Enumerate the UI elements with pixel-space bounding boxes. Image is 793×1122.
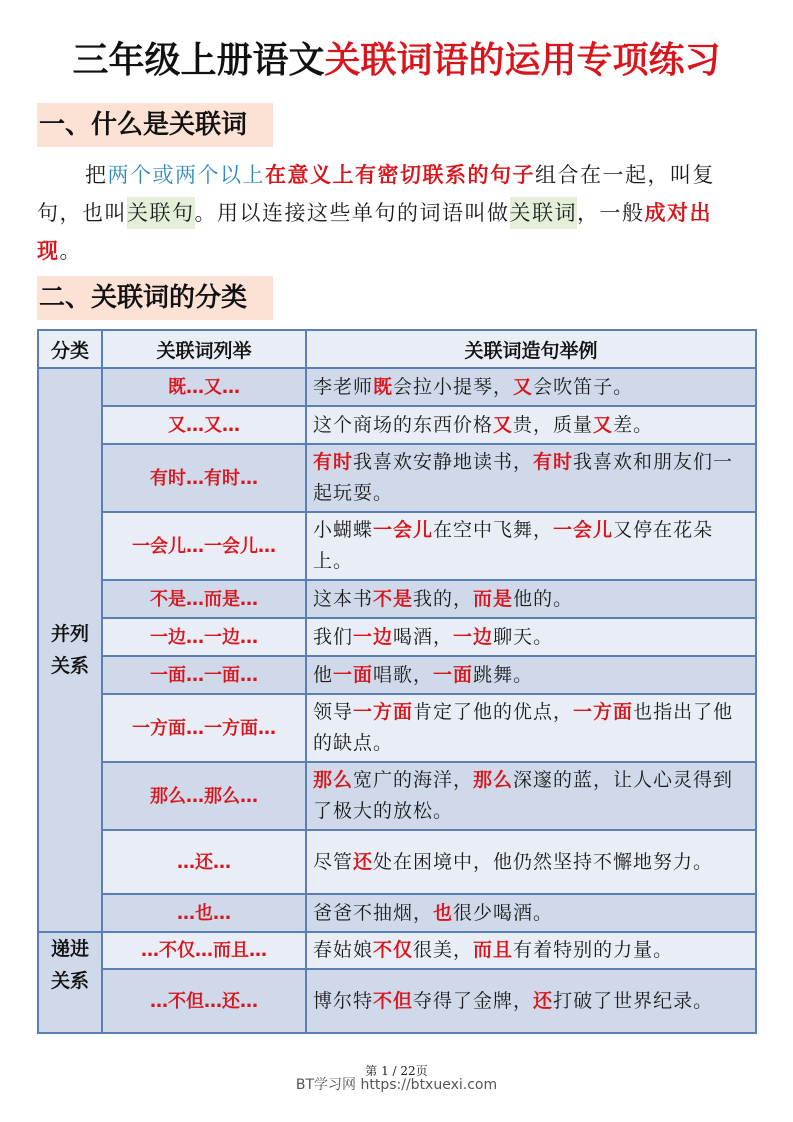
category-progressive xyxy=(38,932,102,1033)
table-row xyxy=(38,969,756,1033)
sentence-text: 贵，质量 xyxy=(513,413,594,436)
example-sentence xyxy=(306,444,756,512)
table-row xyxy=(38,406,756,444)
highlight-term: 关联词 xyxy=(510,197,578,229)
example-sentence xyxy=(306,656,756,694)
keyword-highlight: 而且 xyxy=(473,939,514,961)
example-sentence xyxy=(306,969,756,1033)
keyword-highlight: 不仅 xyxy=(373,939,414,961)
keyword-highlight: 有时 xyxy=(313,451,354,473)
example-sentence xyxy=(306,512,756,580)
category-line: 关系 xyxy=(50,655,89,677)
sentence-text: 宽广的海洋， xyxy=(353,769,474,791)
sentence-text: 会吹笛子。 xyxy=(533,375,634,398)
keyword-highlight: 也 xyxy=(433,901,454,924)
keyword-highlight: 而是 xyxy=(473,587,514,610)
blue-phrase: 两个或两个以上 xyxy=(107,163,265,187)
keyword-highlight: 一面 xyxy=(333,663,374,686)
sentence-text: 又停在花朵上。 xyxy=(313,519,714,572)
table-row xyxy=(38,512,756,580)
keyword-highlight: 又 xyxy=(593,413,614,436)
sentence-text: 肯定了他的优点， xyxy=(413,701,574,723)
table-header-row xyxy=(38,330,756,368)
table-row xyxy=(38,694,756,762)
section-heading-what-is: 一、什么是关联词 xyxy=(37,103,273,147)
table-row xyxy=(38,368,756,406)
keyword-highlight: 还 xyxy=(353,850,374,873)
text: ，一般 xyxy=(577,201,645,225)
keyword-highlight: 还 xyxy=(533,989,554,1012)
definition-paragraph xyxy=(37,156,737,270)
keyword-highlight: 一面 xyxy=(433,663,474,686)
table-row xyxy=(38,830,756,894)
table-row xyxy=(38,894,756,932)
example-sentence xyxy=(306,406,756,444)
sentence-text: 唱歌， xyxy=(373,663,434,686)
table-row xyxy=(38,932,756,969)
table-row xyxy=(38,762,756,830)
sentence-text: 领导 xyxy=(313,701,354,723)
example-sentence xyxy=(306,894,756,932)
example-sentence xyxy=(306,830,756,894)
keyword-highlight: 不是 xyxy=(373,587,414,610)
conjunction-word: …不但…还… xyxy=(102,969,306,1033)
page-number: 第 1 / 22页 xyxy=(365,1064,428,1078)
conjunction-word: …还… xyxy=(102,830,306,894)
header-words: 关联词列举 xyxy=(102,330,306,368)
watermark: BT学习网 https://btxuexi.com xyxy=(295,1077,498,1093)
keyword-highlight: 一边 xyxy=(453,625,494,648)
sentence-text: 跳舞。 xyxy=(473,663,534,686)
sentence-text: 尽管 xyxy=(313,850,354,873)
sentence-text: 他 xyxy=(313,663,334,686)
conjunction-word: 一会儿…一会儿… xyxy=(102,512,306,580)
keyword-highlight: 不但 xyxy=(373,989,414,1012)
keyword-highlight: 一方面 xyxy=(353,701,414,723)
example-sentence xyxy=(306,580,756,618)
example-sentence xyxy=(306,932,756,969)
sentence-text: 爸爸不抽烟， xyxy=(313,901,434,924)
sentence-text: 这个商场的东西价格 xyxy=(313,413,494,436)
sentence-text: 我的， xyxy=(413,587,474,610)
page-title xyxy=(0,36,793,86)
sentence-text: 小蝴蝶 xyxy=(313,519,374,541)
conjunction-word: 又…又… xyxy=(102,406,306,444)
table-row xyxy=(38,580,756,618)
category-line: 递进 xyxy=(50,938,89,960)
keyword-highlight: 那么 xyxy=(313,769,354,791)
title-topic: 关联词语的运用专项练习 xyxy=(324,40,721,81)
sentence-text: 夺得了金牌， xyxy=(413,989,534,1012)
sentence-text: 很美， xyxy=(413,939,474,961)
header-examples: 关联词造句举例 xyxy=(306,330,756,368)
sentence-text: 喝酒， xyxy=(393,625,454,648)
red-phrase: 成对出现 xyxy=(37,201,712,263)
conjunction-word: 一面…一面… xyxy=(102,656,306,694)
sentence-text: 我们 xyxy=(313,625,354,648)
sentence-text: 差。 xyxy=(613,413,654,436)
conjunction-word: 那么…那么… xyxy=(102,762,306,830)
keyword-highlight: 一方面 xyxy=(573,701,634,723)
text: 。用以连接这些单句的词语叫做 xyxy=(194,201,510,225)
category-line: 关系 xyxy=(50,970,89,992)
sentence-text: 李老师 xyxy=(313,375,374,398)
sentence-text: 也指出了他的缺点。 xyxy=(313,701,734,754)
sentence-text: 很少喝酒。 xyxy=(453,901,554,924)
table-row xyxy=(38,656,756,694)
conjunction-word: 既…又… xyxy=(102,368,306,406)
example-sentence xyxy=(306,694,756,762)
sentence-text: 深邃的蓝，让人心灵得到了极大的放松。 xyxy=(313,769,734,822)
table-row xyxy=(38,444,756,512)
table-row xyxy=(38,618,756,656)
text: 组合在一起，叫复句，也叫 xyxy=(37,163,715,225)
sentence-text: 他的。 xyxy=(513,587,574,610)
footer xyxy=(0,1064,793,1094)
sentence-text: 有着特别的力量。 xyxy=(513,939,674,961)
keyword-highlight: 既 xyxy=(373,375,394,398)
keyword-highlight: 那么 xyxy=(473,769,514,791)
conjunction-word: 有时…有时… xyxy=(102,444,306,512)
keyword-highlight: 又 xyxy=(493,413,514,436)
highlight-term: 关联句 xyxy=(127,197,195,229)
text: 把 xyxy=(85,163,108,187)
example-sentence xyxy=(306,368,756,406)
conjunction-word: …不仅…而且… xyxy=(102,932,306,969)
sentence-text: 这本书 xyxy=(313,587,374,610)
sentence-text: 在空中飞舞， xyxy=(433,519,554,541)
keyword-highlight: 一会儿 xyxy=(553,519,614,541)
example-sentence xyxy=(306,618,756,656)
conjunction-table xyxy=(37,329,757,1034)
conjunction-word: …也… xyxy=(102,894,306,932)
sentence-text: 我喜欢安静地读书， xyxy=(353,451,534,473)
conjunction-word: 不是…而是… xyxy=(102,580,306,618)
category-line: 并列 xyxy=(50,623,89,645)
keyword-highlight: 一边 xyxy=(353,625,394,648)
sentence-text: 处在困境中，他仍然坚持不懈地努力。 xyxy=(373,850,714,873)
sentence-text: 我喜欢和朋友们一起玩耍。 xyxy=(313,451,734,504)
sentence-text: 聊天。 xyxy=(493,625,554,648)
keyword-highlight: 一会儿 xyxy=(373,519,434,541)
sentence-text: 打破了世界纪录。 xyxy=(553,989,714,1012)
sentence-text: 会拉小提琴， xyxy=(393,375,514,398)
sentence-text: 博尔特 xyxy=(313,989,374,1012)
keyword-highlight: 又 xyxy=(513,375,534,398)
example-sentence xyxy=(306,762,756,830)
title-grade: 三年级上册语文 xyxy=(72,40,325,81)
text: 。 xyxy=(59,239,82,263)
category-parallel xyxy=(38,368,102,932)
conjunction-word: 一边…一边… xyxy=(102,618,306,656)
conjunction-word: 一方面…一方面… xyxy=(102,694,306,762)
red-phrase: 在意义上有密切联系的句子 xyxy=(265,163,535,187)
section-heading-classification: 二、关联词的分类 xyxy=(37,276,273,320)
sentence-text: 春姑娘 xyxy=(313,939,374,961)
header-category: 分类 xyxy=(38,330,102,368)
keyword-highlight: 有时 xyxy=(533,451,574,473)
